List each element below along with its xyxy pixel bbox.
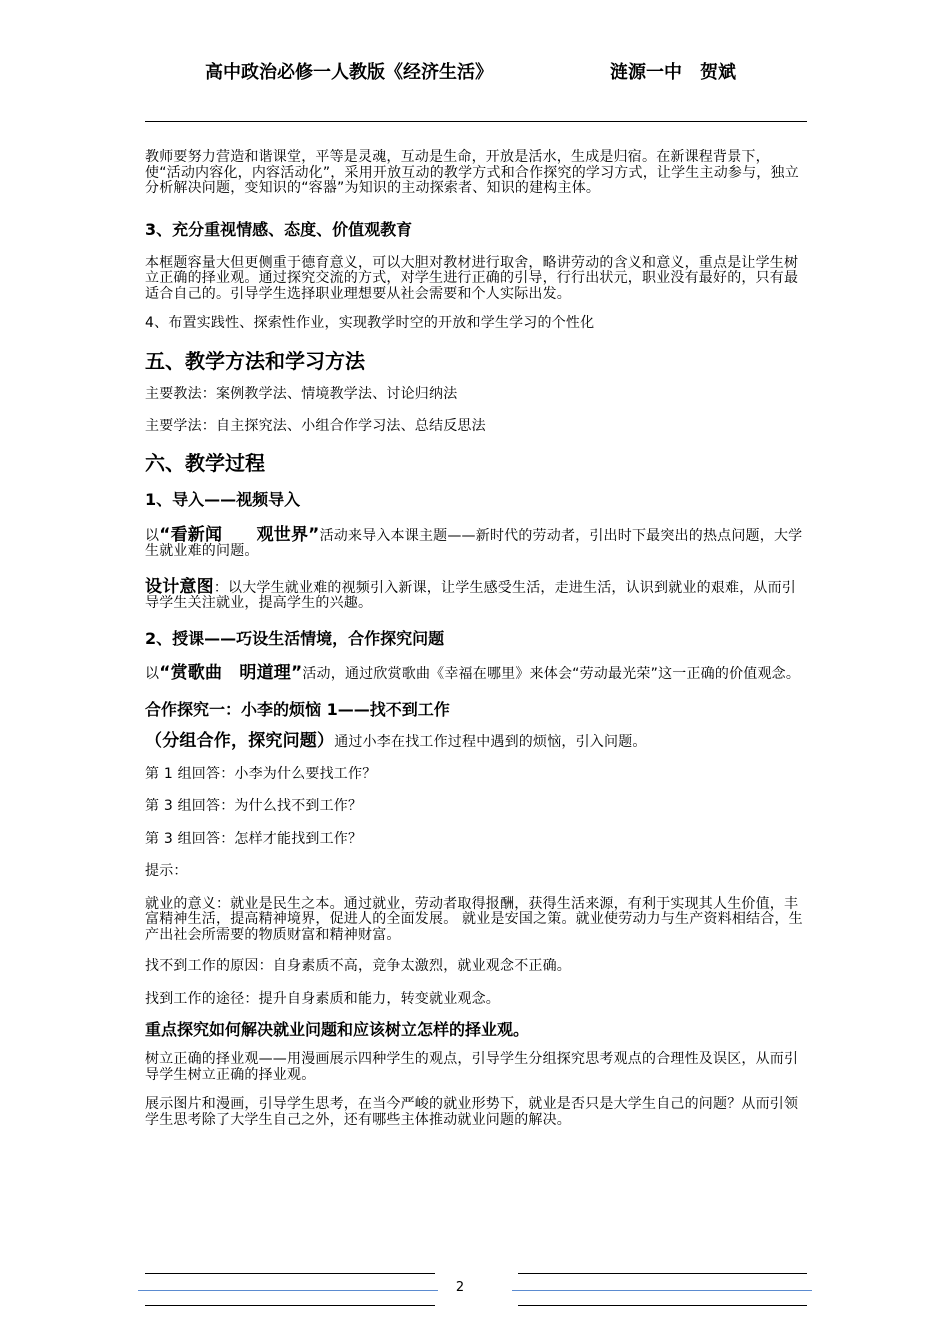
- header-divider: [145, 121, 807, 122]
- activity-name: “看新闻 观世界”: [159, 524, 320, 545]
- section-heading: 合作探究一：小李的烦恼 1——找不到工作: [145, 700, 450, 719]
- paragraph: 主要教法：案例教学法、情境教学法、讨论归纳法: [145, 385, 458, 402]
- text-run: 以: [145, 665, 160, 682]
- paragraph: [145, 662, 805, 683]
- hint-label: 提示：: [145, 863, 188, 879]
- paragraph: 教师要努力营造和谐课堂，平等是灵魂，互动是生命，开放是活水，生成是归宿。在新课程背景下，使“活动内容化，内容活动化”，采用开放互动的教学方式和合作探究的学习方式，让学生主动参与，独立分析解决问题，变知识的“容器”为知识的主动探索者、知识的建构主体。: [145, 149, 799, 196]
- text-run: 活动，通过欣赏歌曲《幸福在哪里》来体会“劳动最光荣”这一正确的价值观念。: [302, 665, 801, 682]
- page-header: [205, 58, 805, 84]
- paragraph: [145, 524, 805, 560]
- chapter-heading: 六、教学过程: [145, 450, 265, 475]
- header-author: 涟源一中 贺斌: [610, 62, 736, 83]
- section-heading: 重点探究如何解决就业问题和应该树立怎样的择业观。: [145, 1020, 530, 1039]
- document-body: [145, 150, 805, 1128]
- activity-name: “赏歌曲 明道理”: [159, 662, 303, 683]
- text-run: 活动来导入本课主题——新时代的劳动者，引出时下最突出的热点问题，大学生就业难的问题。: [145, 527, 803, 559]
- question-item: 第 3 组回答：怎样才能找到工作？: [145, 830, 363, 847]
- paragraph: 本框题容量大但更侧重于德育意义，可以大胆对教材进行取舍，略讲劳动的含义和意义，重点是让学生树立正确的择业观。通过探究交流的方式，对学生进行正确的引导，行行出状元，职业没有最好的，只有最适合自己的。引导学生选择职业理想要从社会需要和个人实际出发。: [145, 254, 799, 302]
- footer-rule-bottom-right: [518, 1305, 807, 1306]
- text-run: ：以大学生就业难的视频引入新课，让学生感受生活，走进生活，认识到就业的艰难，从而引导学生关注就业，提高学生的兴趣。: [145, 579, 797, 611]
- footer-rule-mid-left: [138, 1290, 438, 1291]
- paragraph: 树立正确的择业观——用漫画展示四种学生的观点，引导学生分组探究思考观点的合理性及误区，从而引导学生树立正确的择业观。: [145, 1051, 799, 1083]
- section-heading: 1、导入——视频导入: [145, 489, 301, 509]
- paragraph: 4、布置实践性、探索性作业，实现教学时空的开放和学生学习的个性化: [145, 315, 595, 331]
- section-heading: 2、授课——巧设生活情境，合作探究问题: [145, 628, 445, 648]
- footer-rule-top-left: [145, 1273, 435, 1274]
- paragraph: 展示图片和漫画，引导学生思考，在当今严峻的就业形势下，就业是否只是大学生自己的问题？从而引领学生思考除了大学生自己之外，还有哪些主体推动就业问题的解决。: [145, 1096, 799, 1128]
- text-run: 通过小李在找工作过程中遇到的烦恼，引入问题。: [334, 734, 647, 750]
- activity-name: （分组合作，探究问题）: [145, 731, 335, 751]
- question-item: 第 1 组回答：小李为什么要找工作？: [145, 765, 377, 782]
- footer-rule-bottom-left: [145, 1305, 435, 1306]
- page-number: 2: [455, 1280, 465, 1295]
- paragraph: [145, 576, 805, 612]
- paragraph: 找到工作的途径：提升自身素质和能力，转变就业观念。: [145, 990, 500, 1007]
- chapter-heading: 五、教学方法和学习方法: [145, 348, 365, 373]
- footer-rule-top-right: [518, 1273, 807, 1274]
- footer-rule-mid-right: [512, 1290, 812, 1291]
- section-heading: 3、充分重视情感、态度、价值观教育: [145, 219, 413, 239]
- paragraph: 主要学法：自主探究法、小组合作学习法、总结反思法: [145, 418, 486, 434]
- question-item: 第 3 组回答：为什么找不到工作？: [145, 798, 363, 814]
- paragraph: 找不到工作的原因：自身素质不高，竞争太激烈，就业观念不正确。: [145, 958, 571, 974]
- header-title: 高中政治必修一人教版《经济生活》: [205, 62, 493, 83]
- paragraph: 就业的意义：就业是民生之本。通过就业，劳动者取得报酬，获得生活来源，有利于实现其人生价值，丰富精神生活，提高精神境界，促进人的全面发展。 就业是安国之策。就业使劳动力与生产资料相结合，生产出社会所需要的物质财富和精神财富。: [145, 895, 803, 943]
- text-run: 以: [145, 527, 160, 544]
- paragraph: [145, 731, 805, 751]
- design-intent-label: 设计意图: [145, 576, 214, 597]
